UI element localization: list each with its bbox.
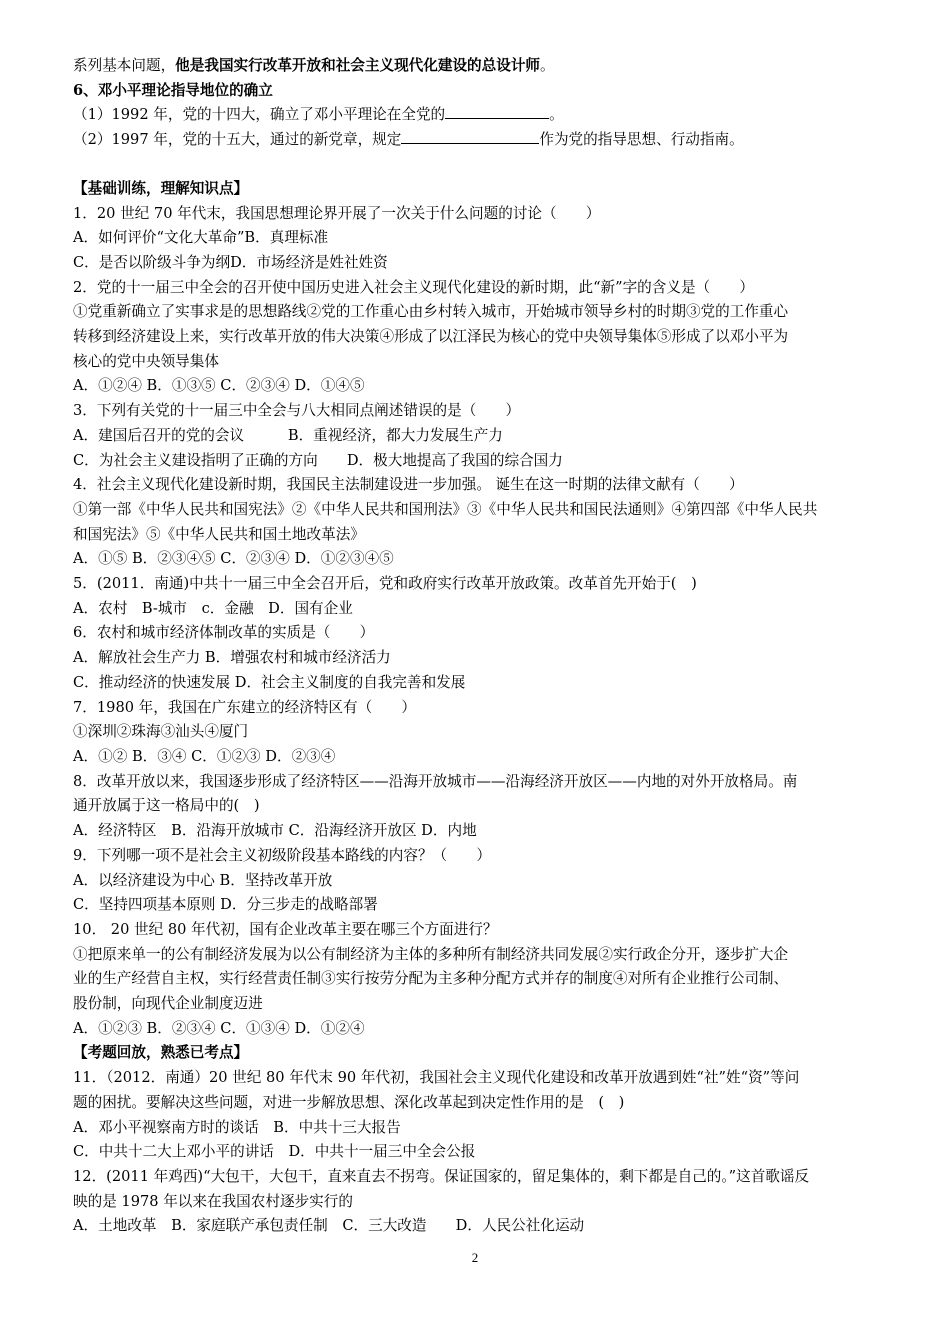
fill-blank: [401, 128, 539, 144]
section-basic-heading: 【基础训练，理解知识点】: [73, 179, 249, 197]
fill-blank: [445, 103, 549, 119]
spacer: [73, 153, 893, 177]
question-6: 6．农村和城市经济体制改革的实质是（ ） A．解放社会生产力 B．增强农村和城市经济活力 C．推动经济的快速发展 D．社会主义制度的自我完善和发展: [73, 624, 466, 691]
question-2: 2．党的十一届三中全会的召开使中国历史进入社会主义现代化建设的新时期，此“新”字的含义是（ ） ①党重新确立了实事求是的思想路线②党的工作重心由乡村转入城市，开始城市领导乡村的时期③党的工作重心 转移到经济建设上来，实行改革开放的伟大决策④形成了以江泽民为核心的党中央领导集体⑤形成了以邓小平为 核心的党中央领导集体 A．①②④ B．①③⑤ C．②③④ D．①④⑤: [73, 278, 789, 395]
question-4: 4．社会主义现代化建设新时期，我国民主法制建设进一步加强。 诞生在这一时期的法律文献有（ ） ①第一部《中华人民共和国宪法》②《中华人民共和国刑法》③《中华人民共和国民法通则》④第四部《中华人民共 和国宪法》⑤《中华人民共和国土地改革法》 A．①⑤ B．②③④⑤ C．②③④ D．①②③④⑤: [73, 476, 818, 568]
question-7: 7．1980 年，我国在广东建立的经济特区有（ ） ①深圳②珠海③汕头④厦门 A．①② B．③④ C．①②③ D．②③④: [73, 698, 416, 765]
section-6-heading: 6、邓小平理论指导地位的确立: [73, 81, 273, 99]
bold-statement: 他是我国实行改革开放和社会主义现代化建设的总设计师: [175, 57, 541, 74]
question-12: 12．(2011 年鸡西)“大包干，大包干，直来直去不拐弯。保证国家的，留足集体的，剩下都是自己的。”这首歌谣反 映的是 1978 年以来在我国农村逐步实行的 A．土地改革 B．家庭联产承包责任制 C．三大改造 D．人民公社化运动: [73, 1167, 810, 1235]
document-body: [73, 54, 893, 1239]
question-8: 8．改革开放以来，我国逐步形成了经济特区——沿海开放城市——沿海经济开放区——内地的对外开放格局。南 通开放属于这一格局中的( ) A．经济特区 B．沿海开放城市 C．沿海经济开放区 D．内地: [73, 772, 798, 840]
item-1997: （2）1997 年，党的十五大，通过的新党章，规定 作为党的指导思想、行动指南。: [73, 128, 893, 153]
question-1: 1．20 世纪 70 年代末，我国思想理论界开展了一次关于什么问题的讨论（ ） A．如何评价“文化大革命”B．真理标准 C．是否以阶级斗争为纲D．市场经济是姓社姓资: [73, 204, 601, 271]
question-9: 9．下列哪一项不是社会主义初级阶段基本路线的内容？（ ） A．以经济建设为中心 B．坚持改革开放 C．坚持四项基本原则 D．分三步走的战略部署: [73, 846, 491, 914]
section-exam-heading: 【考题回放，熟悉已考点】: [73, 1044, 249, 1062]
continuation-line: 系列基本问题，他是我国实行改革开放和社会主义现代化建设的总设计师。: [73, 57, 555, 74]
question-3: 3．下列有关党的十一届三中全会与八大相同点阐述错误的是（ ） A．建国后召开的党的会议 B．重视经济，都大力发展生产力 C．为社会主义建设指明了正确的方向 D．极大地提高了我国的综合国力: [73, 402, 563, 469]
page-number: 2: [471, 1250, 479, 1265]
question-5: 5．(2011．南通)中共十一届三中全会召开后，党和政府实行改革开放政策。改革首先开始于( ) A．农村 B-城市 c．金融 D．国有企业: [73, 575, 697, 617]
question-11: 11．（2012．南通）20 世纪 80 年代末 90 年代初，我国社会主义现代化建设和改革开放遇到姓“社”姓“资”等问 题的困扰。要解决这些问题，对进一步解放思想、深化改革起到决定性作用的是 ( ) A．邓小平视察南方时的谈话 B．中共十三大报告 C．中共十二大上邓小平的讲话 D．中共十一届三中全会公报: [73, 1069, 800, 1161]
question-10: 10． 20 世纪 80 年代初，国有企业改革主要在哪三个方面进行？ ①把原来单一的公有制经济发展为以公有制经济为主体的多种所有制经济共同发展②实行政企分开，逐步扩大企 业的生产经营自主权，实行经营责任制③实行按劳分配为主多种分配方式并存的制度④对所有企业推行公司制、 股份制，向现代企业制度迈进 A．①②③ B．②③④ C．①③④ D．①②④: [73, 920, 789, 1037]
item-1992: （1）1992 年，党的十四大，确立了邓小平理论在全党的 。: [73, 103, 893, 128]
